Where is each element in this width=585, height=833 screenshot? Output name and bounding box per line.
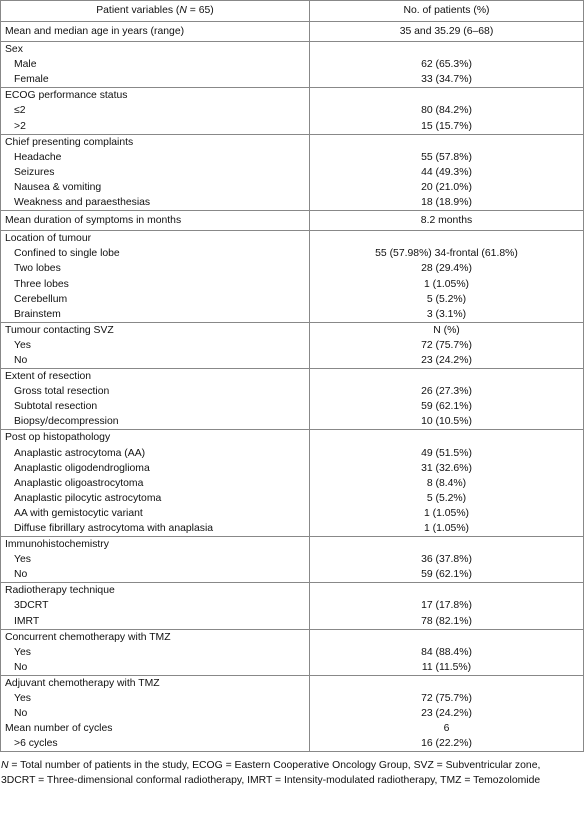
patient-count: 72 (75.7%) <box>421 339 472 351</box>
variable-sub-label: Anaplastic oligoastrocytoma <box>14 477 144 489</box>
patient-count: 59 (62.1%) <box>421 401 472 413</box>
variable-sub-label: AA with gemistocytic variant <box>14 507 143 519</box>
variable-label: Chief presenting complaints <box>5 136 134 148</box>
patient-count: 55 (57.8%) <box>421 151 472 163</box>
variable-cell <box>1 211 310 231</box>
patient-count: 23 (24.2%) <box>421 708 472 720</box>
variable-sub-label: Cerebellum <box>14 293 68 305</box>
variable-label: Mean and median age in years (range) <box>5 26 185 37</box>
count-cell <box>310 430 584 537</box>
table-row <box>1 42 584 88</box>
patient-count: 28 (29.4%) <box>421 263 472 275</box>
patient-count: 49 (51.5%) <box>421 447 472 459</box>
patient-count: 62 (65.3%) <box>421 59 472 71</box>
table-row <box>1 22 584 42</box>
count-cell <box>310 675 584 751</box>
variable-sub-label: No <box>14 354 28 366</box>
table-row <box>1 231 584 323</box>
header-no-of-patients: No. of patients (%) <box>310 1 584 22</box>
variable-label: Location of tumour <box>5 233 92 245</box>
count-cell <box>310 369 584 430</box>
variable-sub-label: Nausea & vomiting <box>14 181 102 193</box>
variable-sub-label: Seizures <box>14 166 55 178</box>
variable-sub-label: 3DCRT <box>14 600 49 612</box>
variable-cell <box>1 42 310 88</box>
variable-label: Adjuvant chemotherapy with TMZ <box>5 677 160 689</box>
patient-count: 26 (27.3%) <box>421 386 472 398</box>
patient-count <box>314 537 579 552</box>
patient-count: 84 (88.4%) <box>421 646 472 658</box>
patient-count: 8 (8.4%) <box>426 477 467 489</box>
variable-cell <box>1 430 310 537</box>
variable-cell <box>1 322 310 368</box>
patient-count: 31 (32.6%) <box>421 462 472 474</box>
variable-cell <box>1 583 310 629</box>
count-cell <box>310 22 584 42</box>
variable-sub-label: IMRT <box>14 615 40 627</box>
table-row <box>1 88 584 134</box>
table-footnote <box>0 752 585 788</box>
variable-sub-label: Gross total resection <box>14 386 110 398</box>
patient-count: 36 (37.8%) <box>421 554 472 566</box>
patient-count: 80 (84.2%) <box>421 105 472 117</box>
variable-label: Mean duration of symptoms in months <box>5 215 182 227</box>
patient-count: 6 <box>443 723 450 735</box>
table-row <box>1 629 584 675</box>
patient-count: 35 and 35.29 (6–68) <box>399 26 494 37</box>
count-cell <box>310 211 584 231</box>
patient-count: 59 (62.1%) <box>421 569 472 581</box>
variable-sub-label: >6 cycles <box>14 738 58 750</box>
patient-count <box>314 88 579 103</box>
patient-count: 5 (5.2%) <box>426 492 467 504</box>
variable-label: Sex <box>5 44 23 56</box>
variable-sub-label: Male <box>14 59 37 71</box>
patient-count: 15 (15.7%) <box>421 120 472 132</box>
variable-sub-label: Subtotal resection <box>14 401 98 413</box>
variable-sub-label: Biopsy/decompression <box>14 416 119 428</box>
table-row <box>1 211 584 231</box>
patient-count: 3 (3.1%) <box>426 308 467 320</box>
variable-sub-label: Diffuse fibrillary astrocytoma with anaplasia <box>14 523 214 534</box>
patient-count: 78 (82.1%) <box>421 615 472 627</box>
count-cell <box>310 322 584 368</box>
variable-sub-label: Anaplastic pilocytic astrocytoma <box>14 492 162 504</box>
variable-cell <box>1 629 310 675</box>
table-row <box>1 369 584 430</box>
count-cell <box>310 88 584 134</box>
variable-cell <box>1 537 310 583</box>
table-row <box>1 430 584 537</box>
patient-count: 44 (49.3%) <box>421 166 472 178</box>
patient-count <box>314 630 579 645</box>
variable-sub-label: Two lobes <box>14 263 61 275</box>
variable-cell <box>1 231 310 323</box>
variable-sub-label: Yes <box>14 693 31 705</box>
variable-sub-label: Three lobes <box>14 278 69 290</box>
patient-count: 5 (5.2%) <box>426 293 467 305</box>
variable-label: Immunohistochemistry <box>5 539 109 551</box>
variable-label: Extent of resection <box>5 371 92 383</box>
variable-sub-label: Yes <box>14 646 31 658</box>
count-cell <box>310 134 584 210</box>
variable-label: Mean number of cycles <box>5 723 113 735</box>
patient-count: 8.2 months <box>420 215 473 227</box>
patient-count: 17 (17.8%) <box>421 600 472 612</box>
variable-sub-label: Anaplastic astrocytoma (AA) <box>14 447 146 459</box>
variable-sub-label: Anaplastic oligodendroglioma <box>14 462 150 474</box>
variable-label: Post op histopathology <box>5 432 111 444</box>
patient-count: 1 (1.05%) <box>423 523 470 534</box>
table-header-row <box>1 1 584 22</box>
patient-count <box>314 583 579 598</box>
patient-count: N (%) <box>433 324 460 336</box>
variable-cell <box>1 22 310 42</box>
variable-sub-label: No <box>14 569 28 581</box>
variable-sub-label: ≤2 <box>14 105 26 117</box>
patient-count <box>314 231 579 246</box>
count-cell <box>310 537 584 583</box>
patient-count: 11 (11.5%) <box>421 661 472 673</box>
table-row <box>1 322 584 368</box>
patient-count: 23 (24.2%) <box>421 354 472 366</box>
patient-count <box>314 42 579 57</box>
table-row <box>1 675 584 751</box>
variable-label: Radiotherapy technique <box>5 585 115 597</box>
patient-count <box>314 430 579 445</box>
variable-cell <box>1 675 310 751</box>
variable-label: Concurrent chemotherapy with TMZ <box>5 631 171 643</box>
patient-count: 55 (57.98%) 34-frontal (61.8%) <box>375 248 518 260</box>
table-row <box>1 537 584 583</box>
table-row <box>1 134 584 210</box>
variable-sub-label: >2 <box>14 120 26 132</box>
table-body <box>1 22 584 752</box>
patient-count: 33 (34.7%) <box>421 74 472 86</box>
count-cell <box>310 629 584 675</box>
patient-count: 18 (18.9%) <box>421 197 472 209</box>
variable-sub-label: Brainstem <box>14 308 61 320</box>
variable-sub-label: Weakness and paraesthesias <box>14 197 151 209</box>
patient-count <box>314 369 579 384</box>
patient-count: 20 (21.0%) <box>421 181 472 193</box>
count-cell <box>310 42 584 88</box>
variable-label: ECOG performance status <box>5 90 128 102</box>
patient-count <box>314 676 579 691</box>
patient-count: 16 (22.2%) <box>421 738 472 750</box>
variable-label: Tumour contacting SVZ <box>5 324 114 336</box>
count-cell <box>310 583 584 629</box>
footnote-line-1: N = Total number of patients in the study, ECOG = Eastern Cooperative Oncology Group, SVZ = Subventricular zone, <box>1 760 541 772</box>
patient-count: 1 (1.05%) <box>423 278 470 290</box>
patient-count: 10 (10.5%) <box>421 416 472 428</box>
variable-cell <box>1 88 310 134</box>
variable-sub-label: Female <box>14 74 49 86</box>
variable-sub-label: No <box>14 708 28 720</box>
patient-count: 72 (75.7%) <box>421 693 472 705</box>
count-cell <box>310 231 584 323</box>
variable-cell <box>1 134 310 210</box>
variable-sub-label: Headache <box>14 151 62 163</box>
footnote-line-2: 3DCRT = Three-dimensional conformal radiotherapy, IMRT = Intensity-modulated radiotherapy, TMZ = Temozolomide <box>1 775 541 787</box>
variable-sub-label: No <box>14 661 28 673</box>
table-row <box>1 583 584 629</box>
variable-cell <box>1 369 310 430</box>
variable-sub-label: Yes <box>14 339 31 351</box>
header-patient-variables: Patient variables (N = 65) <box>1 1 310 22</box>
variable-sub-label: Confined to single lobe <box>14 248 120 260</box>
patient-count: 1 (1.05%) <box>423 507 470 519</box>
variable-sub-label: Yes <box>14 554 31 566</box>
patient-count <box>314 135 579 150</box>
